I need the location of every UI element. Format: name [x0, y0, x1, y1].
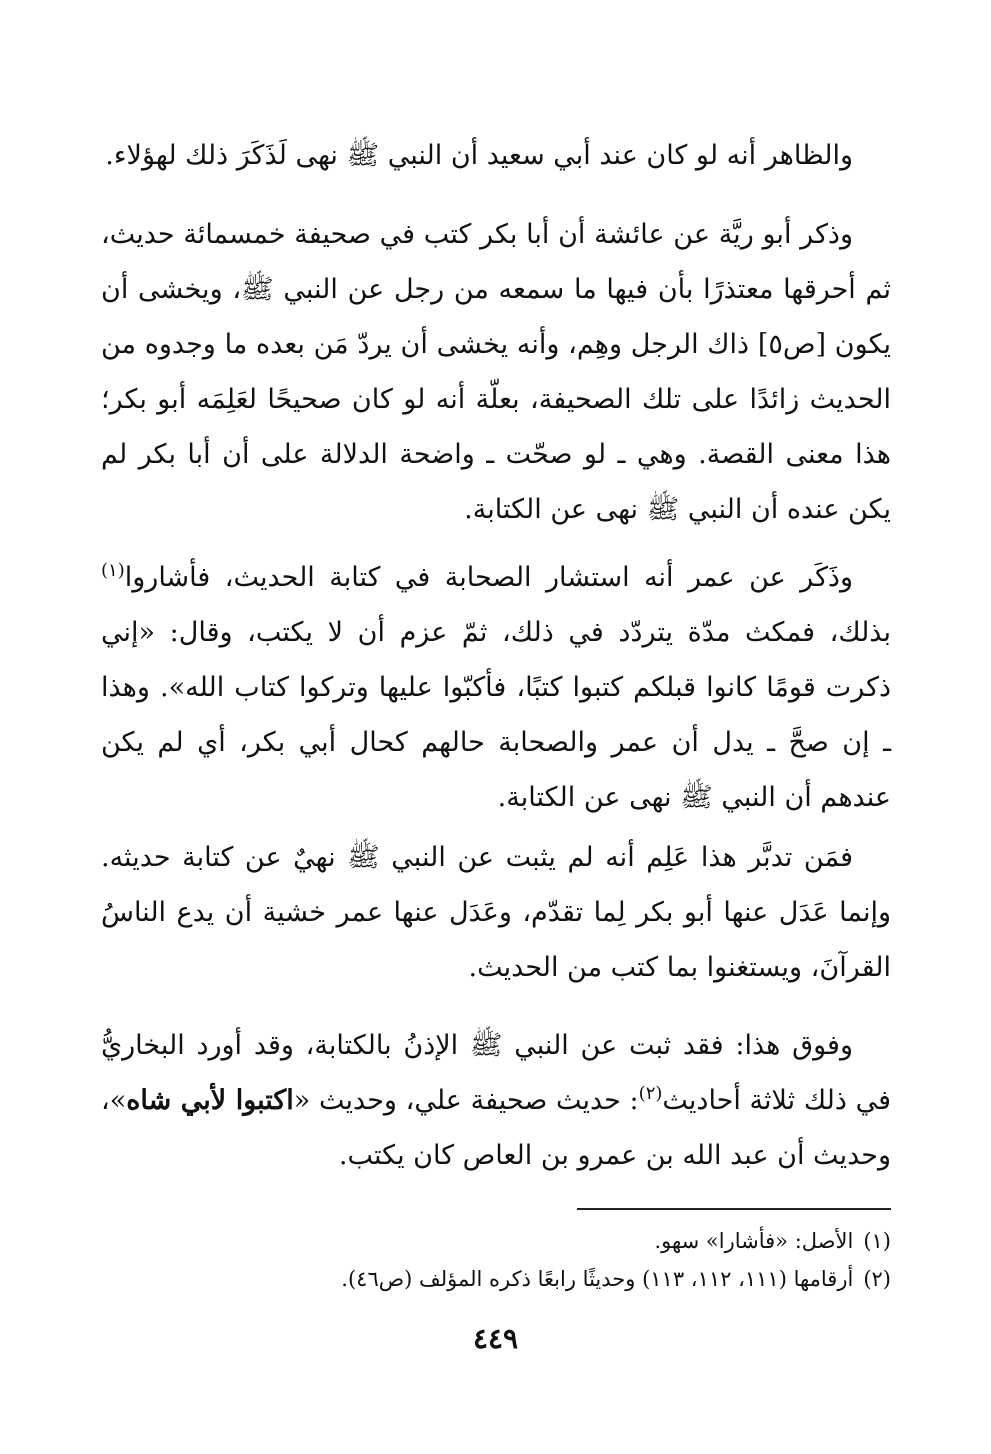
footnote-text: أرقامها (١١١، ١١٢، ١١٣) وحديثًا رابعًا ذكره المؤلف (ص٤٦).	[341, 1267, 854, 1291]
footnote-reference[interactable]: (٢)	[638, 1083, 663, 1104]
paragraph-text	[101, 550, 891, 825]
paragraph-2	[101, 207, 891, 537]
page-number: ٤٤٩	[472, 1322, 519, 1355]
paragraph-5	[101, 1018, 891, 1183]
paragraph-text-part: وذَكَر عن عمر أنه استشار الصحابة في كتابة الحديث، فأشاروا	[124, 562, 853, 593]
footnote-number: (١)	[863, 1229, 891, 1253]
paragraph-text-part: وفوق هذا: فقد ثبت عن النبي ﷺ الإذنُ بالكتابة، وقد أورد البخاريُّ في ذلك ثلاثة أحاديث	[101, 1030, 891, 1116]
footnote-separator	[577, 1208, 891, 1210]
footnote-1	[101, 1222, 891, 1260]
paragraph-text-part: »، وحديث أن عبد الله بن عمرو بن العاص كان يكتب.	[101, 1085, 891, 1171]
paragraph-text-part: بذلك، فمكث مدّة يتردّد في ذلك، ثمّ عزم أن لا يكتب، وقال: «إني ذكرت قومًا كانوا قبلكم كتبوا كتبًا، فأكبّوا عليها وتركوا كتاب الله». وهذا ـ إن صحَّ ـ يدل أن عمر والصحابة حالهم كحال أبي بكر، أي لم يكن عندهم أن النبي ﷺ نهى عن الكتابة.	[101, 617, 891, 813]
paragraph-4	[101, 830, 891, 995]
paragraph-3	[101, 550, 891, 825]
paragraph-1	[101, 128, 891, 183]
footnotes	[101, 1222, 891, 1298]
footnote-text: الأصل: «فأشارا» سهو.	[654, 1229, 854, 1253]
footnote-reference[interactable]: (١)	[101, 560, 125, 581]
paragraph-text: فمَن تدبَّر هذا عَلِم أنه لم يثبت عن النبي ﷺ نهيٌ عن كتابة حديثه. وإنما عَدَل عنها أبو بكر لِما تقدّم، وعَدَل عنها عمر خشية أن يدع الناسُ القرآنَ، ويستغنوا بما كتب من الحديث.	[101, 842, 891, 983]
paragraph-text-part: : حديث صحيفة علي، وحديث «	[293, 1085, 639, 1116]
hadith-title: اكتبوا لأبي شاه	[126, 1085, 294, 1116]
paragraph-text	[101, 1018, 891, 1183]
footnote-2	[101, 1260, 891, 1298]
paragraph-text: والظاهر أنه لو كان عند أبي سعيد أن النبي ﷺ نهى لَذَكَرَ ذلك لهؤلاء.	[105, 140, 853, 171]
footnote-number: (٢)	[863, 1267, 891, 1291]
paragraph-text: وذكر أبو ريَّة عن عائشة أن أبا بكر كتب في صحيفة خمسمائة حديث، ثم أحرقها معتذرًا بأن فيها ما سمعه من رجل عن النبي ﷺ، ويخشى أن يكون [ص٥] ذاك الرجل وهِم، وأنه يخشى أن يردّ مَن بعده ما وجدوه من الحديث زائدًا على تلك الصحيفة، بعلّة أنه لو كان صحيحًا لعَلِمَه أبو بكر؛ هذا معنى القصة. وهي ـ لو صحّت ـ واضحة الدلالة على أن أبا بكر لم يكن عنده أن النبي ﷺ نهى عن الكتابة.	[101, 219, 891, 525]
